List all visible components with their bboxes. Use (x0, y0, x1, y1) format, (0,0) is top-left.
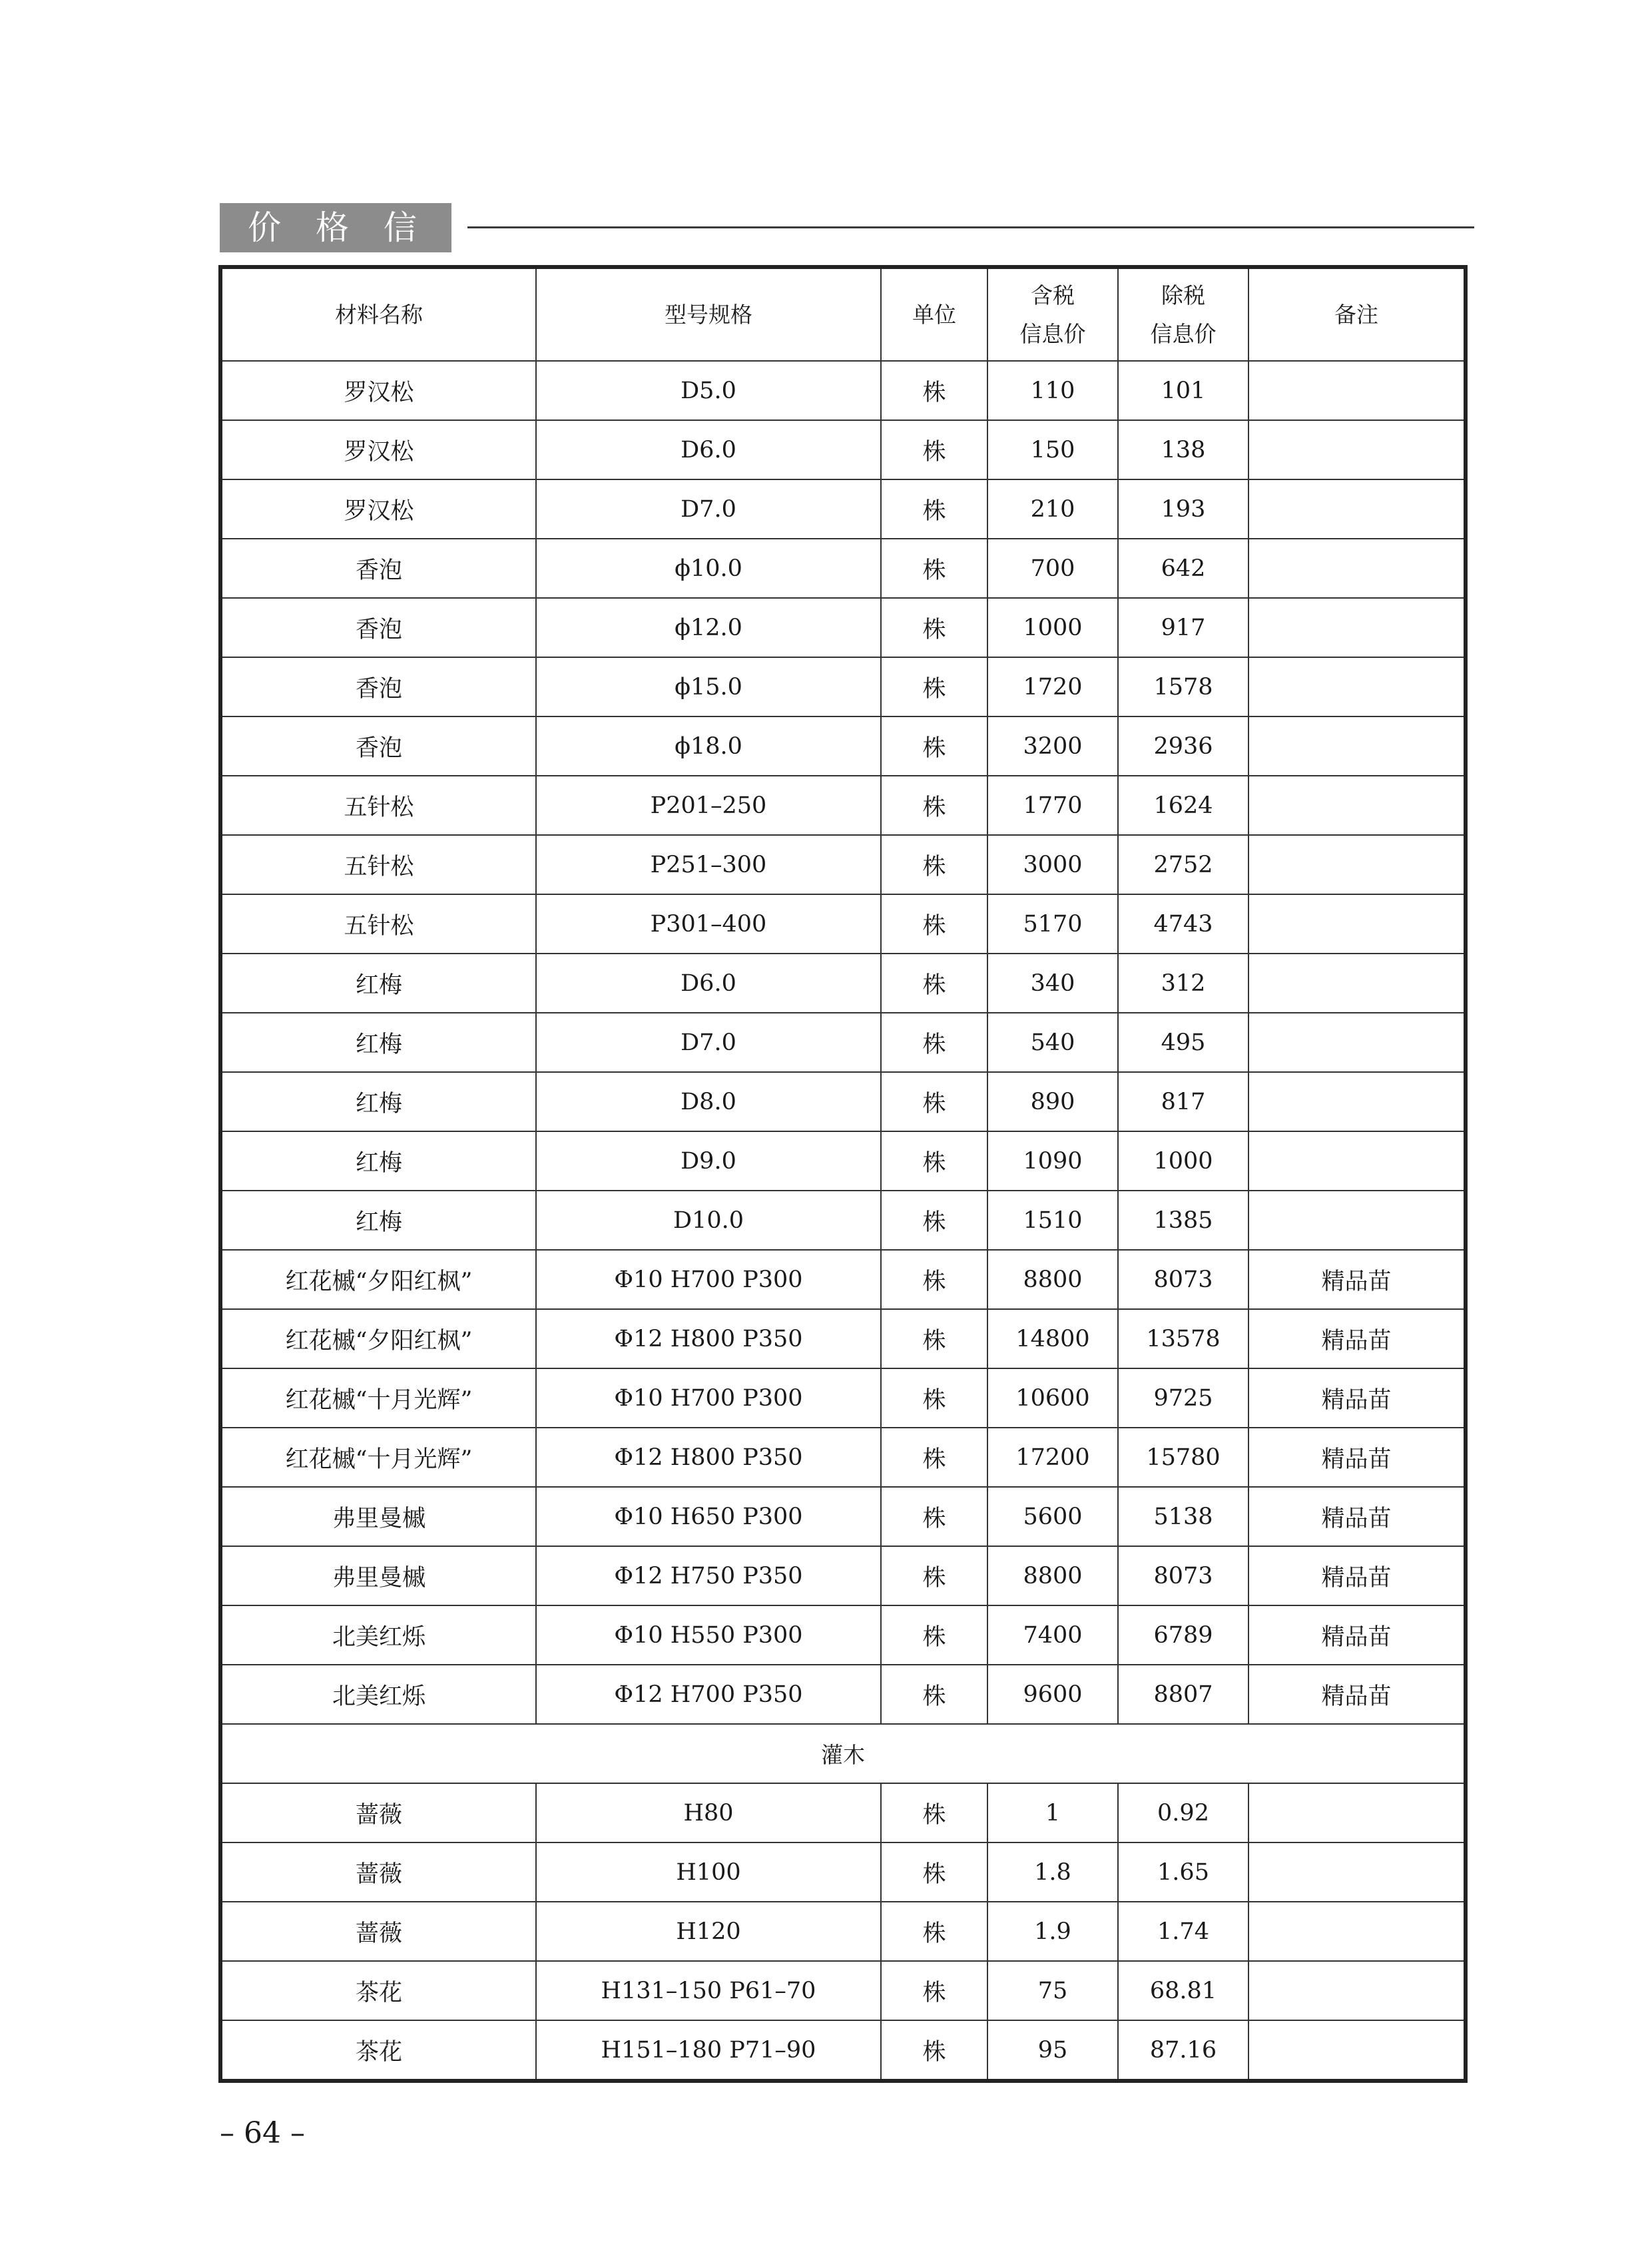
cell-spec: P251–300 (536, 835, 881, 894)
cell-price-tax: 95 (987, 2020, 1118, 2081)
cell-unit: 株 (881, 598, 987, 657)
cell-material-name: 罗汉松 (220, 361, 536, 420)
cell-price-tax: 14800 (987, 1309, 1118, 1368)
cell-price-notax: 4743 (1118, 894, 1248, 954)
cell-spec: Φ12 H750 P350 (536, 1546, 881, 1605)
cell-unit: 株 (881, 1902, 987, 1961)
table-row (220, 1842, 1466, 1902)
cell-remark (1248, 479, 1466, 539)
cell-price-tax: 8800 (987, 1250, 1118, 1309)
cell-remark (1248, 954, 1466, 1013)
table-row (220, 1013, 1466, 1072)
cell-material-name: 北美红烁 (220, 1605, 536, 1665)
cell-remark (1248, 1961, 1466, 2020)
cell-remark (1248, 361, 1466, 420)
cell-material-name: 红梅 (220, 1191, 536, 1250)
cell-unit: 株 (881, 657, 987, 716)
cell-price-tax: 700 (987, 539, 1118, 598)
cell-material-name: 蔷薇 (220, 1842, 536, 1902)
cell-material-name: 罗汉松 (220, 420, 536, 479)
cell-material-name: 红花槭“十月光辉” (220, 1428, 536, 1487)
cell-price-notax: 312 (1118, 954, 1248, 1013)
cell-price-tax: 9600 (987, 1665, 1118, 1724)
table-row (220, 776, 1466, 835)
cell-unit: 株 (881, 716, 987, 776)
cell-material-name: 香泡 (220, 657, 536, 716)
table-row (220, 1783, 1466, 1842)
cell-material-name: 罗汉松 (220, 479, 536, 539)
cell-price-notax: 193 (1118, 479, 1248, 539)
cell-price-notax: 642 (1118, 539, 1248, 598)
table-row (220, 479, 1466, 539)
col-material-name: 材料名称 (220, 267, 536, 361)
cell-price-notax: 1385 (1118, 1191, 1248, 1250)
cell-material-name: 红梅 (220, 954, 536, 1013)
cell-remark: 精品苗 (1248, 1546, 1466, 1605)
cell-spec: D7.0 (536, 479, 881, 539)
page-number: – 64 – (220, 2116, 305, 2150)
cell-remark (1248, 1013, 1466, 1072)
cell-price-tax: 210 (987, 479, 1118, 539)
table-row (220, 835, 1466, 894)
table-row (220, 539, 1466, 598)
table-row (220, 1428, 1466, 1487)
cell-unit: 株 (881, 1487, 987, 1546)
cell-remark (1248, 1842, 1466, 1902)
cell-price-tax: 1 (987, 1783, 1118, 1842)
table-row (220, 894, 1466, 954)
cell-unit: 株 (881, 1309, 987, 1368)
cell-price-notax: 8073 (1118, 1250, 1248, 1309)
cell-material-name: 香泡 (220, 539, 536, 598)
cell-spec: H100 (536, 1842, 881, 1902)
cell-price-notax: 1000 (1118, 1131, 1248, 1191)
cell-price-notax: 6789 (1118, 1605, 1248, 1665)
cell-price-notax: 2936 (1118, 716, 1248, 776)
cell-price-notax: 101 (1118, 361, 1248, 420)
cell-price-tax: 1000 (987, 598, 1118, 657)
cell-price-tax: 1.8 (987, 1842, 1118, 1902)
table-row (220, 361, 1466, 420)
cell-price-tax: 10600 (987, 1368, 1118, 1428)
cell-material-name: 红花槭“夕阳红枫” (220, 1250, 536, 1309)
col-remark: 备注 (1248, 267, 1466, 361)
cell-material-name: 茶花 (220, 1961, 536, 2020)
header-divider (467, 226, 1474, 228)
cell-unit: 株 (881, 1428, 987, 1487)
cell-remark (1248, 1191, 1466, 1250)
table-row (220, 1131, 1466, 1191)
cell-spec: D7.0 (536, 1013, 881, 1072)
cell-remark: 精品苗 (1248, 1605, 1466, 1665)
cell-remark (1248, 776, 1466, 835)
cell-remark (1248, 657, 1466, 716)
table-row (220, 1309, 1466, 1368)
table-row (220, 1605, 1466, 1665)
cell-unit: 株 (881, 1783, 987, 1842)
cell-price-notax: 1.74 (1118, 1902, 1248, 1961)
cell-price-notax: 8073 (1118, 1546, 1248, 1605)
cell-remark (1248, 1072, 1466, 1131)
cell-price-notax: 2752 (1118, 835, 1248, 894)
cell-price-tax: 150 (987, 420, 1118, 479)
cell-spec: D8.0 (536, 1072, 881, 1131)
cell-price-tax: 890 (987, 1072, 1118, 1131)
cell-unit: 株 (881, 954, 987, 1013)
cell-spec: D6.0 (536, 420, 881, 479)
cell-material-name: 弗里曼槭 (220, 1487, 536, 1546)
table-row (220, 1191, 1466, 1250)
table-row (220, 1665, 1466, 1724)
cell-price-notax: 13578 (1118, 1309, 1248, 1368)
cell-remark (1248, 1131, 1466, 1191)
table-row (220, 716, 1466, 776)
table-row (220, 1487, 1466, 1546)
cell-price-notax: 1624 (1118, 776, 1248, 835)
cell-price-notax: 15780 (1118, 1428, 1248, 1487)
cell-remark (1248, 539, 1466, 598)
cell-unit: 株 (881, 1961, 987, 2020)
cell-price-tax: 5600 (987, 1487, 1118, 1546)
cell-price-tax: 1510 (987, 1191, 1118, 1250)
cell-unit: 株 (881, 1368, 987, 1428)
col-price-notax: 除税 信息价 (1118, 267, 1248, 361)
col-unit: 单位 (881, 267, 987, 361)
table-row (220, 1961, 1466, 2020)
table-header-row (220, 267, 1466, 361)
cell-spec: P301–400 (536, 894, 881, 954)
cell-unit: 株 (881, 479, 987, 539)
cell-price-notax: 8807 (1118, 1665, 1248, 1724)
cell-material-name: 红花槭“夕阳红枫” (220, 1309, 536, 1368)
cell-remark: 精品苗 (1248, 1368, 1466, 1428)
cell-remark: 精品苗 (1248, 1487, 1466, 1546)
cell-unit: 株 (881, 835, 987, 894)
cell-price-tax: 3200 (987, 716, 1118, 776)
cell-material-name: 五针松 (220, 835, 536, 894)
cell-spec: ϕ12.0 (536, 598, 881, 657)
cell-spec: D10.0 (536, 1191, 881, 1250)
cell-remark (1248, 894, 1466, 954)
cell-price-notax: 817 (1118, 1072, 1248, 1131)
cell-material-name: 蔷薇 (220, 1783, 536, 1842)
cell-price-tax: 1090 (987, 1131, 1118, 1191)
cell-spec: Φ12 H700 P350 (536, 1665, 881, 1724)
cell-spec: D6.0 (536, 954, 881, 1013)
cell-price-tax: 540 (987, 1013, 1118, 1072)
cell-price-notax: 495 (1118, 1013, 1248, 1072)
cell-price-notax: 68.81 (1118, 1961, 1248, 2020)
cell-spec: H131–150 P61–70 (536, 1961, 881, 2020)
cell-material-name: 五针松 (220, 894, 536, 954)
cell-unit: 株 (881, 361, 987, 420)
cell-remark (1248, 835, 1466, 894)
cell-price-tax: 8800 (987, 1546, 1118, 1605)
cell-spec: D5.0 (536, 361, 881, 420)
cell-remark: 精品苗 (1248, 1309, 1466, 1368)
table-row (220, 1902, 1466, 1961)
cell-price-tax: 1770 (987, 776, 1118, 835)
cell-material-name: 红梅 (220, 1072, 536, 1131)
price-table (218, 265, 1468, 2083)
table-row (220, 657, 1466, 716)
cell-price-notax: 138 (1118, 420, 1248, 479)
table-row (220, 1368, 1466, 1428)
cell-unit: 株 (881, 1250, 987, 1309)
col-price-tax: 含税 信息价 (987, 267, 1118, 361)
cell-unit: 株 (881, 1131, 987, 1191)
cell-remark (1248, 598, 1466, 657)
table-row (220, 954, 1466, 1013)
cell-spec: Φ10 H650 P300 (536, 1487, 881, 1546)
cell-price-notax: 0.92 (1118, 1783, 1248, 1842)
table-row (220, 1072, 1466, 1131)
cell-remark (1248, 1902, 1466, 1961)
cell-price-notax: 1578 (1118, 657, 1248, 716)
cell-unit: 株 (881, 420, 987, 479)
cell-remark (1248, 1783, 1466, 1842)
cell-price-tax: 17200 (987, 1428, 1118, 1487)
cell-unit: 株 (881, 1191, 987, 1250)
cell-price-tax: 340 (987, 954, 1118, 1013)
cell-remark (1248, 2020, 1466, 2081)
cell-unit: 株 (881, 894, 987, 954)
cell-remark: 精品苗 (1248, 1250, 1466, 1309)
cell-spec: Φ10 H700 P300 (536, 1250, 881, 1309)
table-row (220, 420, 1466, 479)
cell-material-name: 红梅 (220, 1131, 536, 1191)
cell-material-name: 五针松 (220, 776, 536, 835)
cell-spec: H120 (536, 1902, 881, 1961)
cell-unit: 株 (881, 539, 987, 598)
cell-unit: 株 (881, 776, 987, 835)
cell-price-tax: 1.9 (987, 1902, 1118, 1961)
table-row (220, 2020, 1466, 2081)
cell-unit: 株 (881, 1665, 987, 1724)
cell-spec: ϕ15.0 (536, 657, 881, 716)
cell-price-notax: 917 (1118, 598, 1248, 657)
cell-spec: H151–180 P71–90 (536, 2020, 881, 2081)
cell-spec: Φ12 H800 P350 (536, 1309, 881, 1368)
cell-spec: H80 (536, 1783, 881, 1842)
cell-price-tax: 75 (987, 1961, 1118, 2020)
table-row (220, 1546, 1466, 1605)
cell-unit: 株 (881, 1013, 987, 1072)
cell-material-name: 香泡 (220, 598, 536, 657)
table-row (220, 1250, 1466, 1309)
cell-price-notax: 5138 (1118, 1487, 1248, 1546)
cell-price-tax: 110 (987, 361, 1118, 420)
cell-material-name: 红梅 (220, 1013, 536, 1072)
cell-material-name: 弗里曼槭 (220, 1546, 536, 1605)
cell-unit: 株 (881, 1605, 987, 1665)
cell-spec: Φ10 H700 P300 (536, 1368, 881, 1428)
section-row (220, 1724, 1466, 1783)
cell-unit: 株 (881, 1072, 987, 1131)
section-label: 灌木 (220, 1724, 1466, 1783)
cell-unit: 株 (881, 2020, 987, 2081)
cell-price-tax: 5170 (987, 894, 1118, 954)
cell-spec: ϕ18.0 (536, 716, 881, 776)
cell-spec: ϕ10.0 (536, 539, 881, 598)
cell-remark (1248, 716, 1466, 776)
cell-material-name: 蔷薇 (220, 1902, 536, 1961)
table-row (220, 598, 1466, 657)
cell-unit: 株 (881, 1842, 987, 1902)
cell-material-name: 香泡 (220, 716, 536, 776)
cell-price-tax: 7400 (987, 1605, 1118, 1665)
cell-spec: Φ12 H800 P350 (536, 1428, 881, 1487)
cell-price-notax: 1.65 (1118, 1842, 1248, 1902)
col-spec: 型号规格 (536, 267, 881, 361)
cell-price-tax: 1720 (987, 657, 1118, 716)
cell-remark: 精品苗 (1248, 1428, 1466, 1487)
cell-material-name: 北美红烁 (220, 1665, 536, 1724)
cell-price-notax: 9725 (1118, 1368, 1248, 1428)
section-title: 价 格 信 息 (220, 203, 451, 252)
cell-remark: 精品苗 (1248, 1665, 1466, 1724)
cell-material-name: 茶花 (220, 2020, 536, 2081)
cell-price-tax: 3000 (987, 835, 1118, 894)
cell-spec: Φ10 H550 P300 (536, 1605, 881, 1665)
cell-material-name: 红花槭“十月光辉” (220, 1368, 536, 1428)
cell-unit: 株 (881, 1546, 987, 1605)
cell-spec: P201–250 (536, 776, 881, 835)
cell-price-notax: 87.16 (1118, 2020, 1248, 2081)
cell-remark (1248, 420, 1466, 479)
cell-spec: D9.0 (536, 1131, 881, 1191)
